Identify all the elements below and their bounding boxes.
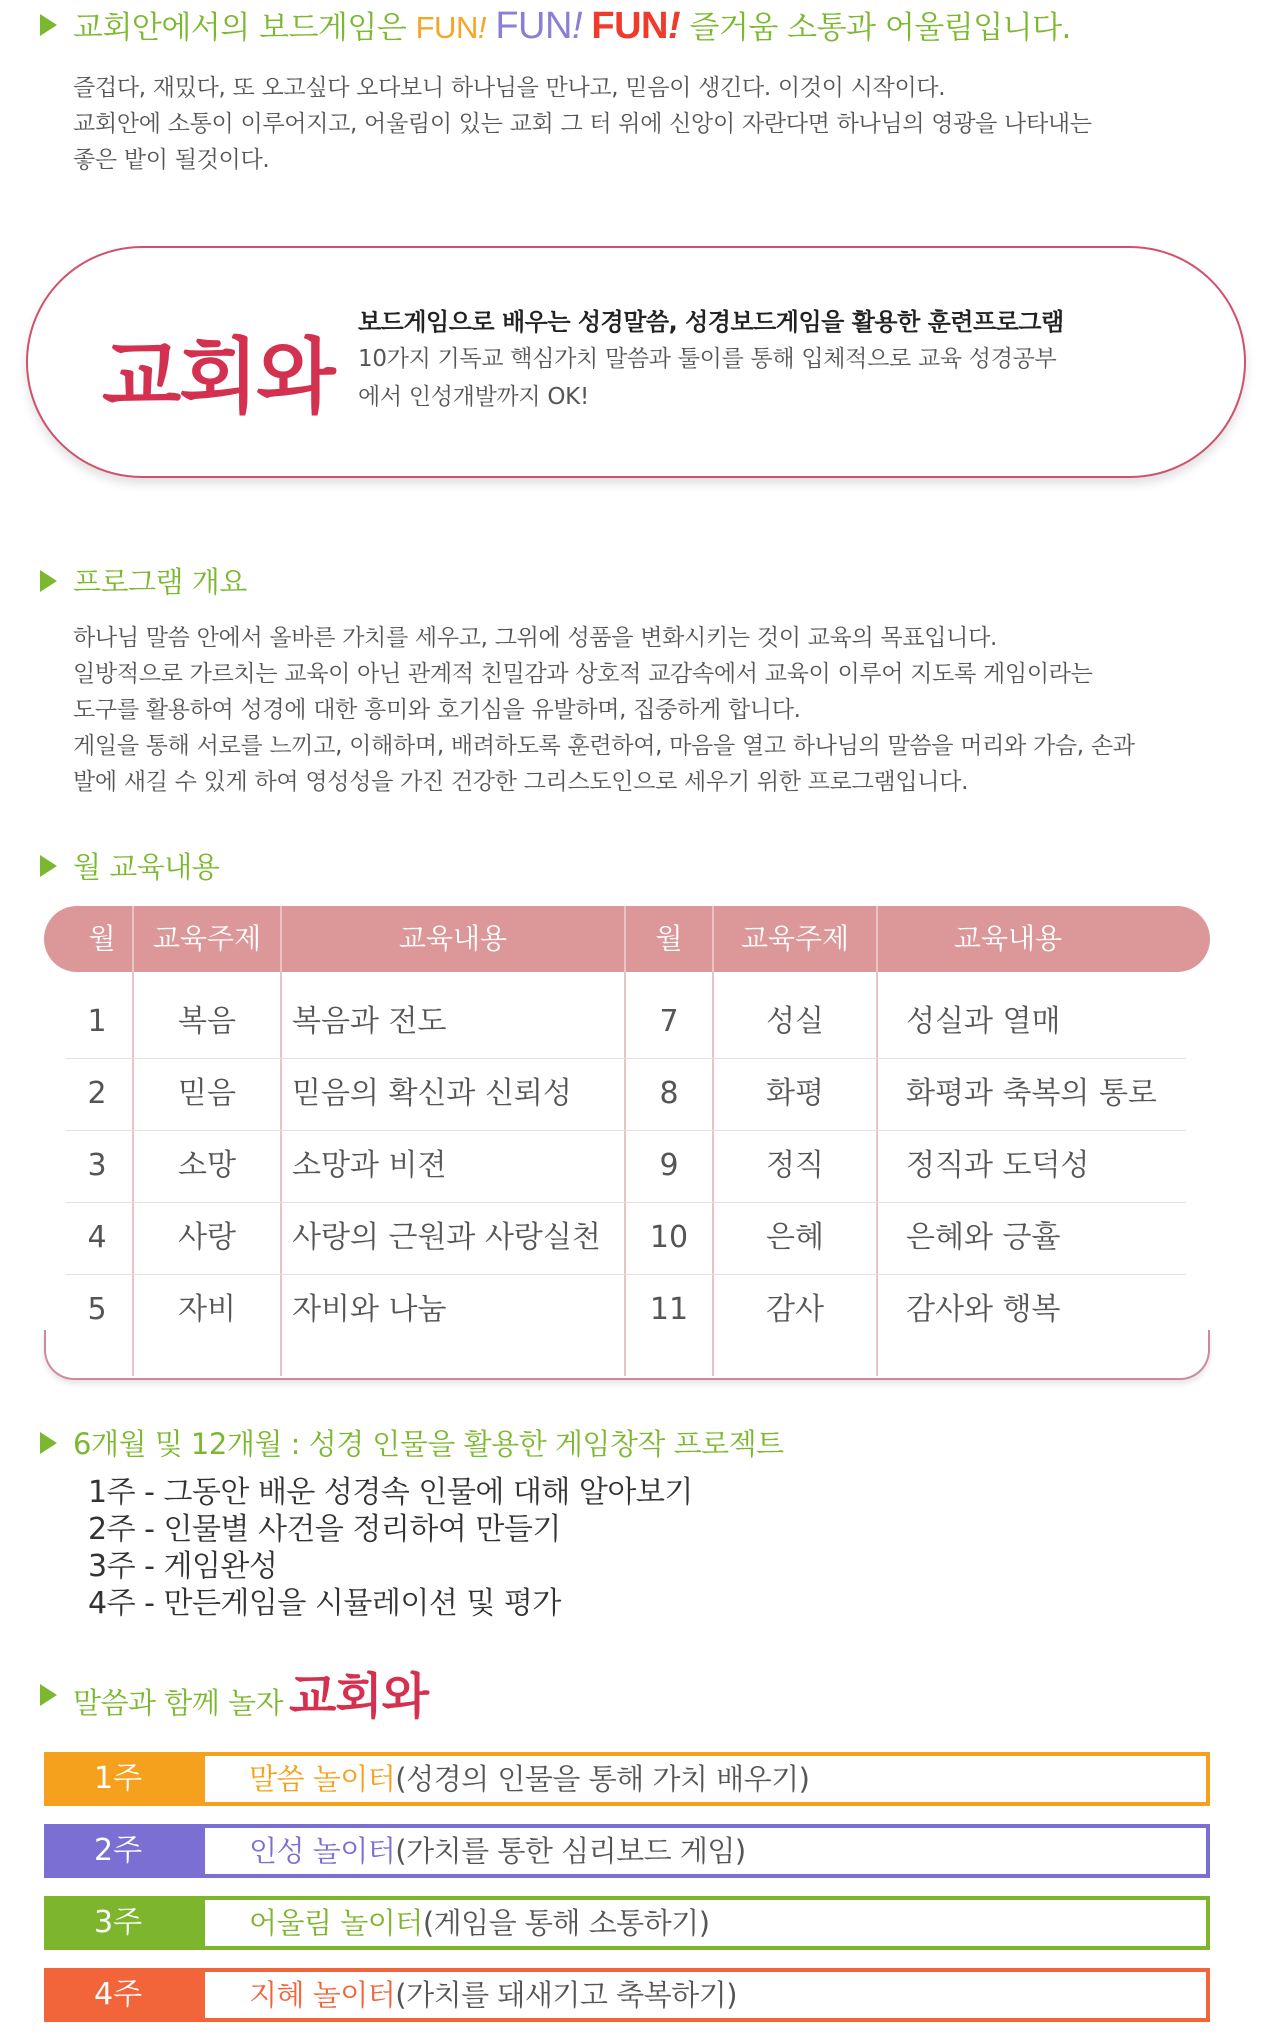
list-item: 3주 - 게임완성 bbox=[88, 1549, 278, 1584]
cell-topic: 사랑 bbox=[178, 1220, 236, 1255]
table-header-cell: 월 bbox=[655, 922, 683, 955]
cell-topic: 자비 bbox=[178, 1292, 236, 1327]
table-header-cell: 교육내용 bbox=[953, 922, 1063, 955]
project-title: 6개월 및 12개월 : 성경 인물을 활용한 게임창작 프로젝트 bbox=[73, 1427, 784, 1461]
cell-topic: 화평 bbox=[766, 1076, 824, 1111]
table-divider bbox=[876, 906, 878, 1376]
cell-month: 3 bbox=[87, 1148, 107, 1183]
overview-line: 발에 새길 수 있게 하여 영성성을 가진 건강한 그리스도인으로 세우기 위한 프로그램입니다. bbox=[73, 769, 969, 795]
brand-logo-small: 교회와 bbox=[289, 1668, 429, 1725]
week-name: 어울림 놀이터 bbox=[249, 1906, 423, 1940]
week-name: 인성 놀이터 bbox=[249, 1834, 396, 1868]
hero-line: 좋은 밭이 될것이다. bbox=[73, 147, 270, 173]
bullet-triangle-icon bbox=[40, 1684, 57, 1706]
cell-content: 화평과 축복의 통로 bbox=[906, 1076, 1157, 1111]
intro-line: 10가지 기독교 핵심가치 말씀과 툴이를 통해 입체적으로 교육 성경공부 bbox=[358, 346, 1057, 372]
intro-body bbox=[358, 340, 1056, 416]
cell-topic: 소망 bbox=[178, 1148, 236, 1183]
cell-month: 4 bbox=[87, 1220, 107, 1255]
hero-title-suffix: 즐거움 소통과 어울림입니다. bbox=[680, 10, 1071, 46]
overview-line: 하나님 말씀 안에서 올바른 가치를 세우고, 그위에 성품을 변화시키는 것이 교육의 목표입니다. bbox=[73, 625, 998, 651]
cell-content: 복음과 전도 bbox=[292, 1004, 447, 1039]
week-text bbox=[249, 1828, 746, 1874]
cell-month: 11 bbox=[649, 1292, 689, 1327]
play-week-row bbox=[44, 1824, 1210, 1878]
bullet-triangle-icon bbox=[40, 570, 57, 592]
cell-month: 9 bbox=[659, 1148, 679, 1183]
cell-topic: 복음 bbox=[178, 1004, 236, 1039]
table-header-cell: 교육주제 bbox=[152, 922, 262, 955]
intro-line: 에서 인성개발까지 OK! bbox=[358, 384, 589, 410]
week-name: 지혜 놀이터 bbox=[249, 1978, 396, 2012]
cell-content: 믿음의 확신과 신뢰성 bbox=[292, 1076, 572, 1111]
week-text bbox=[249, 1756, 809, 1802]
cell-content: 사랑의 근원과 사랑실천 bbox=[292, 1220, 601, 1255]
hero-title bbox=[73, 2, 1071, 48]
bullet-triangle-icon bbox=[40, 1432, 57, 1454]
overview-line: 게일을 통해 서로를 느끼고, 이해하며, 배려하도록 훈련하여, 마음을 열고 하나님의 말씀을 머리와 가슴, 손과 bbox=[73, 733, 1135, 759]
hero-line: 즐겁다, 재밌다, 또 오고싶다 오다보니 하나님을 만나고, 믿음이 생긴다. 이것이 시작이다. bbox=[73, 75, 946, 101]
brand-logo: 교회와 bbox=[102, 330, 334, 425]
week-desc: (게임을 통해 소통하기) bbox=[422, 1906, 710, 1940]
play-title bbox=[73, 1658, 428, 1728]
hero-title-prefix: 교회안에서의 보드게임은 bbox=[73, 10, 416, 46]
hero-line: 교회안에 소통이 이루어지고, 어울림이 있는 교회 그 터 위에 신앙이 자란다면 하나님의 영광을 나타내는 bbox=[73, 111, 1092, 137]
week-text bbox=[249, 1972, 737, 2018]
play-week-row bbox=[44, 1752, 1210, 1806]
week-desc: (가치를 통한 심리보드 게임) bbox=[395, 1834, 746, 1868]
week-tag: 1주 bbox=[48, 1756, 205, 1802]
table-footer-border bbox=[44, 1330, 1210, 1380]
cell-content: 은혜와 긍휼 bbox=[906, 1220, 1061, 1255]
week-name: 말씀 놀이터 bbox=[249, 1762, 396, 1796]
cell-month: 10 bbox=[649, 1220, 689, 1255]
cell-content: 정직과 도덕성 bbox=[906, 1148, 1090, 1183]
list-item: 1주 - 그동안 배운 성경속 인물에 대해 알아보기 bbox=[88, 1475, 693, 1510]
table-header-cell: 교육내용 bbox=[398, 922, 508, 955]
list-item: 2주 - 인물별 사건을 정리하여 만들기 bbox=[88, 1512, 561, 1547]
week-tag: 4주 bbox=[48, 1972, 205, 2018]
table-divider bbox=[280, 906, 282, 1376]
table-header-cell: 교육주제 bbox=[740, 922, 850, 955]
overview-description bbox=[73, 620, 1135, 800]
play-title-text: 말씀과 함께 놀자 bbox=[73, 1686, 284, 1720]
cell-content: 성실과 열매 bbox=[906, 1004, 1061, 1039]
play-week-row bbox=[44, 1896, 1210, 1950]
intro-headline: 보드게임으로 배우는 성경말씀, 성경보드게임을 활용한 훈련프로그램 bbox=[358, 308, 1064, 336]
table-header-cell: 월 bbox=[88, 922, 116, 955]
cell-topic: 은혜 bbox=[766, 1220, 824, 1255]
overview-line: 도구를 활용하여 성경에 대한 흥미와 호기심을 유발하며, 집중하게 합니다. bbox=[73, 697, 801, 723]
week-text bbox=[249, 1900, 710, 1946]
cell-month: 5 bbox=[87, 1292, 107, 1327]
week-desc: (성경의 인물을 통해 가치 배우기) bbox=[395, 1762, 810, 1796]
fun-purple: FUN! bbox=[495, 5, 582, 47]
cell-month: 2 bbox=[87, 1076, 107, 1111]
week-tag: 3주 bbox=[48, 1900, 205, 1946]
list-item: 4주 - 만든게임을 시뮬레이션 및 평가 bbox=[88, 1586, 561, 1621]
cell-content: 감사와 행복 bbox=[906, 1292, 1061, 1327]
cell-topic: 감사 bbox=[766, 1292, 824, 1327]
cell-topic: 정직 bbox=[766, 1148, 824, 1183]
week-tag: 2주 bbox=[48, 1828, 205, 1874]
cell-month: 7 bbox=[659, 1004, 679, 1039]
fun-red: FUN! bbox=[591, 5, 681, 47]
cell-month: 1 bbox=[87, 1004, 107, 1039]
cell-month: 8 bbox=[659, 1076, 679, 1111]
bullet-triangle-icon bbox=[40, 855, 57, 877]
cell-content: 소망과 비젼 bbox=[292, 1148, 447, 1183]
project-week-list bbox=[88, 1474, 693, 1622]
play-week-row bbox=[44, 1968, 1210, 2022]
cell-topic: 성실 bbox=[766, 1004, 824, 1039]
overview-line: 일방적으로 가르치는 교육이 아닌 관계적 친밀감과 상호적 교감속에서 교육이 이루어 지도록 게임이라는 bbox=[73, 661, 1093, 687]
cell-content: 자비와 나눔 bbox=[292, 1292, 447, 1327]
fun-orange: FUN! bbox=[415, 10, 486, 45]
week-desc: (가치를 돼새기고 축복하기) bbox=[395, 1978, 738, 2012]
bullet-triangle-icon bbox=[40, 14, 57, 36]
cell-topic: 믿음 bbox=[178, 1076, 236, 1111]
monthly-title: 월 교육내용 bbox=[73, 850, 220, 884]
overview-title: 프로그램 개요 bbox=[73, 565, 247, 599]
hero-description bbox=[73, 70, 1092, 178]
